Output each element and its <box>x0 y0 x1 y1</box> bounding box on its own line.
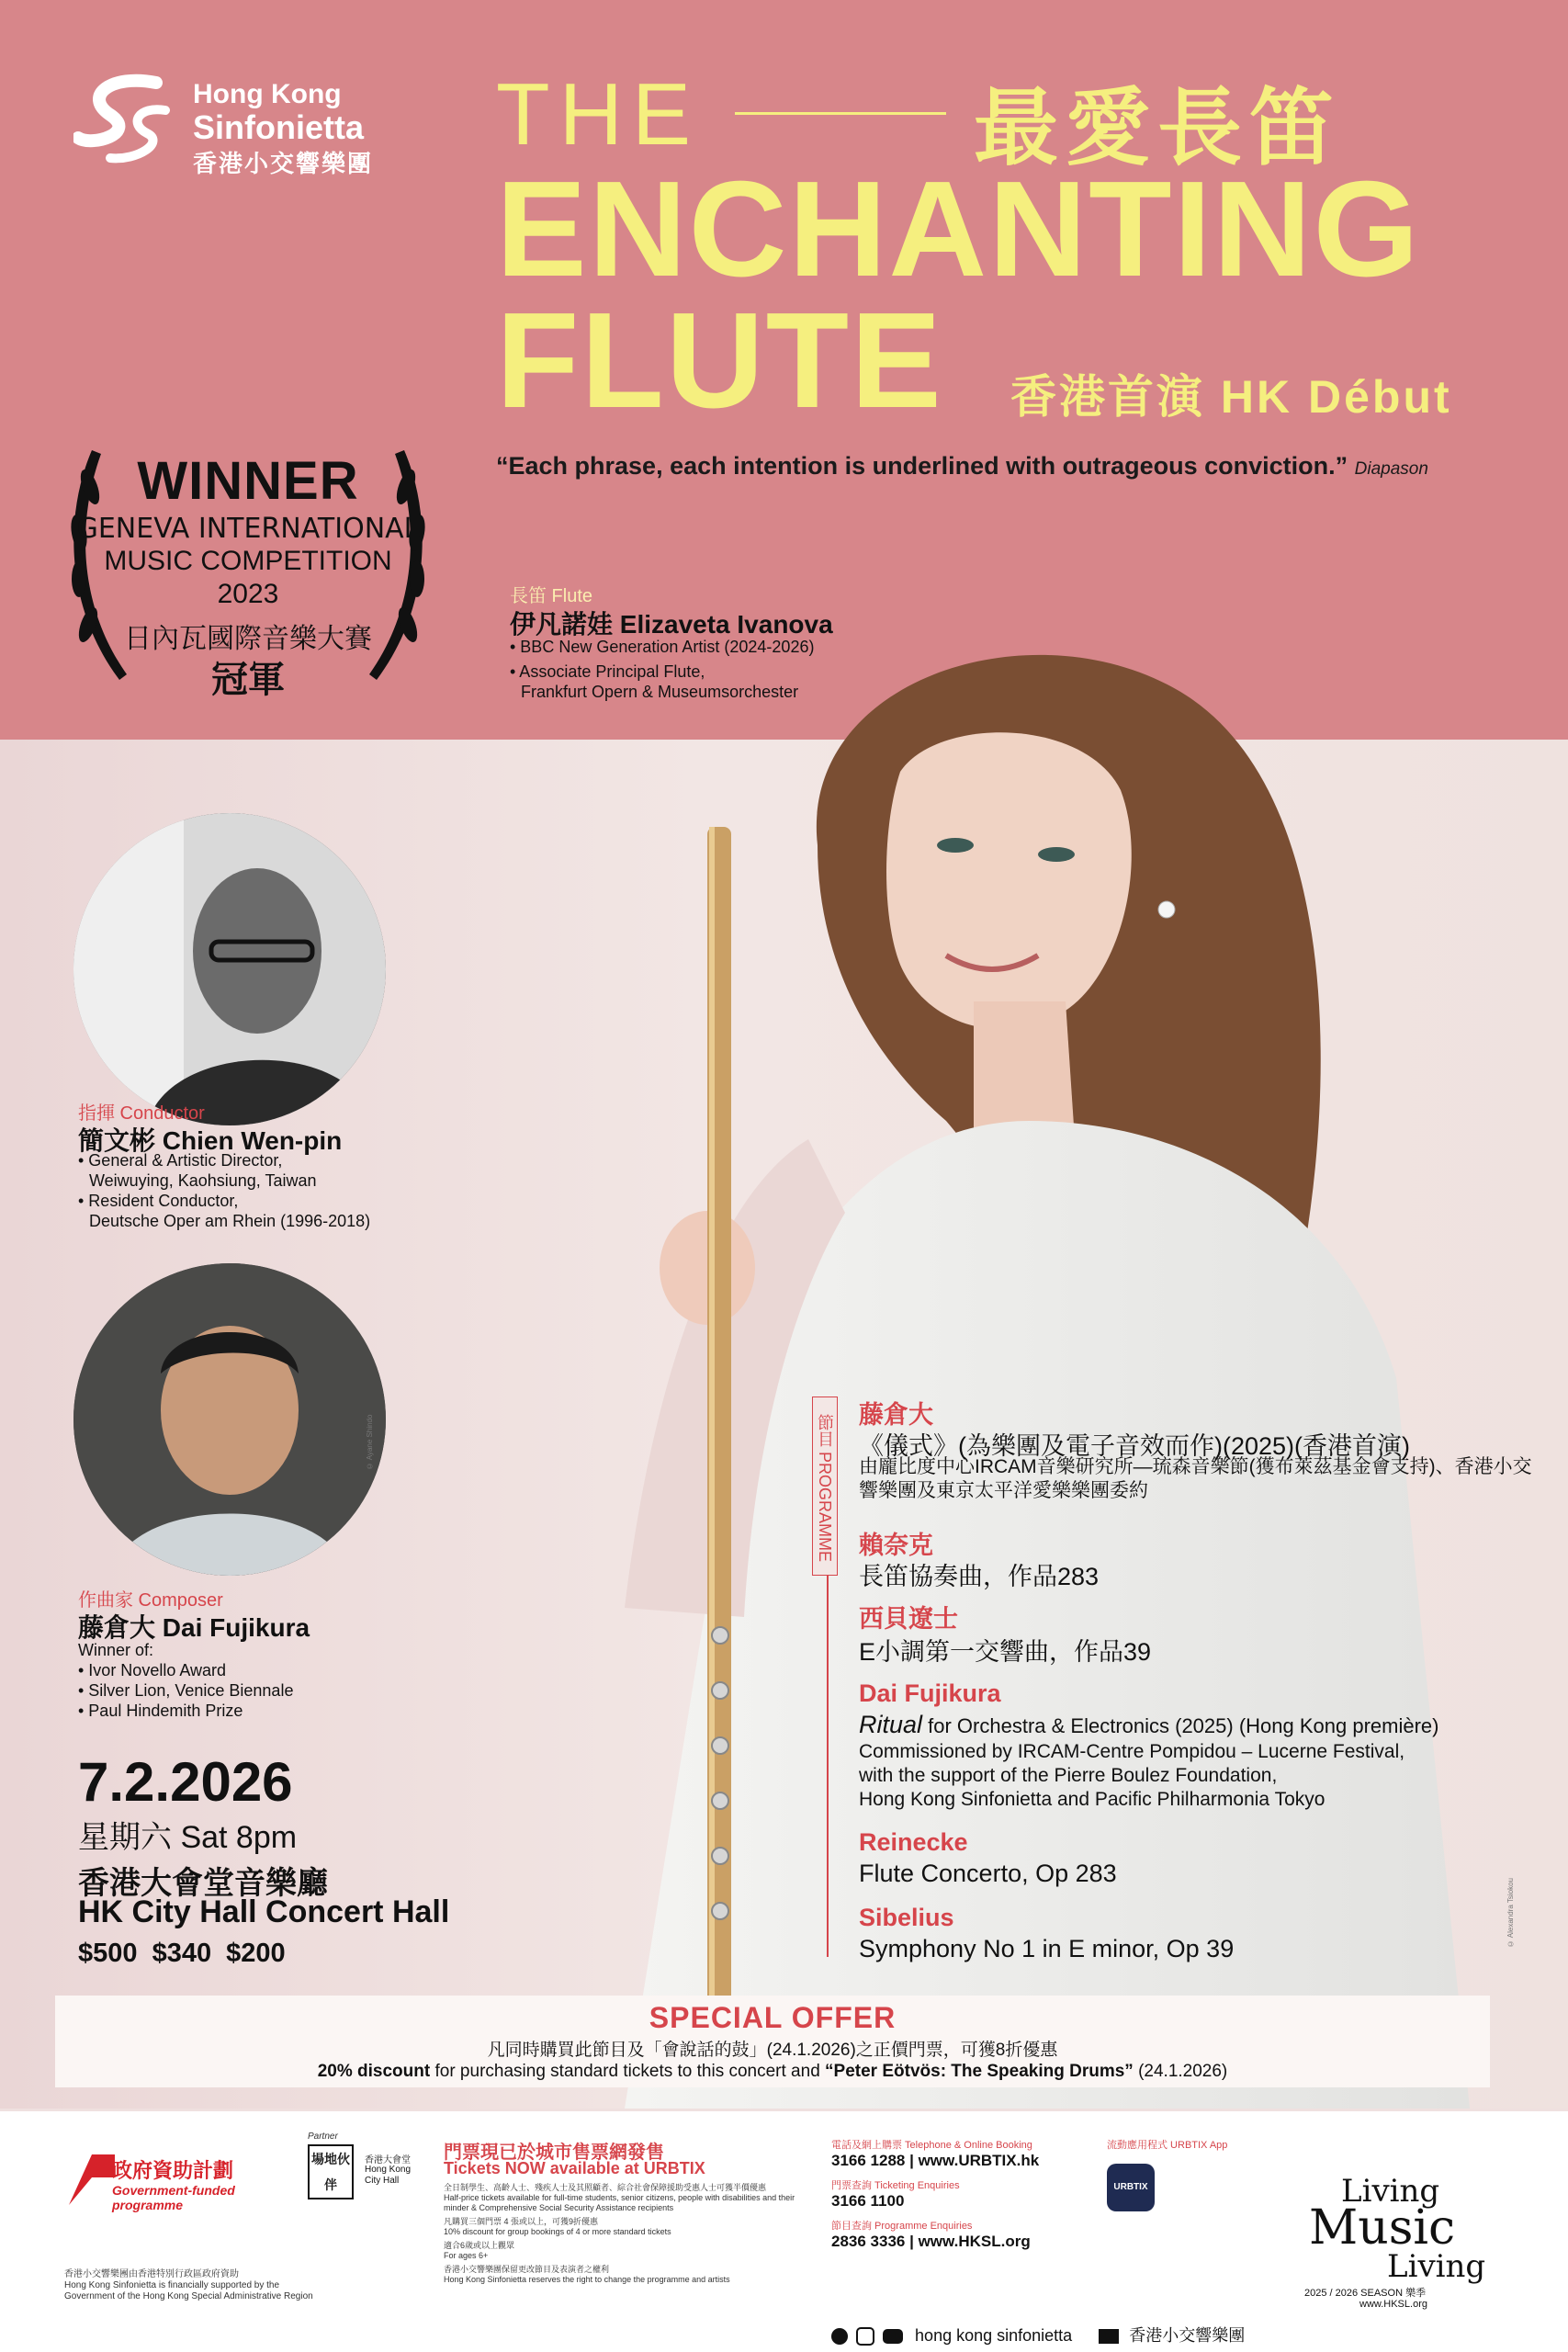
award-winner: WINNER <box>137 451 359 511</box>
event-venue-chinese: 香港大會堂音樂廳 <box>78 1866 328 1901</box>
offer-date: (24.1.2026) <box>1133 2062 1228 2081</box>
logo-text-chinese: 香港小交響樂團 <box>193 150 374 177</box>
programme-composer-3: 西貝遼士 <box>859 1605 958 1633</box>
lml-line3: Living <box>1387 2248 1486 2285</box>
programme-work-3: E小調第一交響曲，作品39 <box>859 1638 1152 1666</box>
conductor-role: 指揮 Conductor <box>78 1103 205 1124</box>
wechat-icon[interactable] <box>1099 2329 1119 2344</box>
partner-badge: 場地伙伴 <box>308 2144 354 2199</box>
government-funded-logo <box>64 2150 266 2223</box>
composer-bio-2: • Silver Lion, Venice Biennale <box>78 1681 294 1700</box>
award-line1: GENEVA INTERNATIONAL <box>76 513 420 545</box>
programme-composer-4: Dai Fujikura <box>859 1679 1001 1707</box>
lml-line1: Living <box>1341 2173 1440 2210</box>
programme-note-1: 由龐比度中心IRCAM音樂研究所—琉森音樂節(獲布萊茲基金會支持)、香港小交響樂團及東京太平洋愛樂樂團委約 <box>859 1456 1532 1501</box>
season-label: 2025 / 2026 SEASON 樂季 <box>1304 2288 1427 2299</box>
programme-note-4c: Hong Kong Sinfonietta and Pacific Philharmonia Tokyo <box>859 1789 1325 1810</box>
programme-work-1: 《儀式》(為樂團及電子音效而作)(2025)(香港首演) <box>859 1432 1411 1460</box>
tk-note-6: For ages 6+ <box>444 2251 489 2260</box>
programme-enquiries-label: 節目查詢 Programme Enquiries <box>831 2221 973 2232</box>
special-offer-panel <box>55 1996 1490 2087</box>
title-rule <box>735 112 946 115</box>
social-links <box>831 2323 1245 2346</box>
soloist-bullet-1: • BBC New Generation Artist (2024-2026) <box>510 638 815 656</box>
programme-composer-5: Reinecke <box>859 1828 968 1856</box>
hong-kong-sinfonietta-logo-icon <box>73 74 184 165</box>
event-date: 7.2.2026 <box>78 1751 293 1813</box>
ticketing-enquiries-label: 門票查詢 Ticketing Enquiries <box>831 2180 960 2191</box>
composer-bio-0: Winner of: <box>78 1641 154 1659</box>
conductor-bio-3: • Resident Conductor, <box>78 1192 239 1210</box>
offer-discount: 20% discount <box>317 2062 431 2081</box>
composer-portrait <box>73 1263 386 1576</box>
phone-booking-label: 電話及網上購票 Telephone & Online Booking <box>831 2140 1032 2151</box>
photo-credit-composer: © Ayane Shindo <box>366 1414 374 1470</box>
gov-note-2: Hong Kong Sinfonietta is financially supported by the <box>64 2280 280 2290</box>
award-line-chinese: 日內瓦國際音樂大賽 <box>124 624 372 654</box>
title-chinese: 最愛長笛 <box>974 82 1342 175</box>
logo-text-line2: Sinfonietta <box>193 108 364 146</box>
tk-note-2: Half-price tickets available for full-time students, senior citizens, people with disabilities and their minder & Comprehensive Social Security Assistance recipients <box>444 2193 795 2212</box>
special-offer-english <box>55 2062 1490 2082</box>
gov-funded-english: Government-funded programme <box>112 2183 235 2212</box>
programme-enquiries-value[interactable]: 2836 3336 | www.HKSL.org <box>831 2233 1031 2250</box>
urbtix-app-icon[interactable]: URBTIX <box>1107 2164 1155 2211</box>
conductor-bio <box>78 1150 427 1231</box>
programme-composer-1: 藤倉大 <box>859 1401 933 1429</box>
conductor-bio-1: • General & Artistic Director, <box>78 1151 283 1170</box>
programme-work-4-rest: for Orchestra & Electronics (2025) (Hong Kong première) <box>922 1714 1439 1737</box>
conductor-portrait <box>73 813 386 1125</box>
ticket-discount-notes <box>444 2183 820 2285</box>
tickets-heading-english: Tickets NOW available at URBTIX <box>444 2159 705 2177</box>
programme-composer-6: Sibelius <box>859 1904 954 1931</box>
tk-note-1: 全日制學生、高齡人士、殘疾人士及其照顧者、綜合社會保障援助受惠人士可獲半價優惠 <box>444 2183 767 2192</box>
award-badge <box>55 432 441 707</box>
photo-credit-soloist: © Alexandra Tsiokou <box>1506 1877 1515 1948</box>
hk-debut-label: 香港首演 HK Début <box>1010 371 1452 423</box>
soloist-name: 伊凡諾娃 Elizaveta Ivanova <box>510 610 833 639</box>
gov-note-1: 香港小交響樂團由香港特別行政區政府資助 <box>64 2269 239 2279</box>
conductor-name: 簡文彬 Chien Wen-pin <box>78 1126 343 1155</box>
special-offer-chinese: 凡同時購買此節目及「會說話的鼓」(24.1.2026)之正價門票，可獲8折優惠 <box>487 2041 1058 2060</box>
programme-note-4 <box>859 1740 1539 1812</box>
award-line2: MUSIC COMPETITION <box>104 546 392 576</box>
tickets-heading-chinese: 門票現已於城市售票網發售 <box>444 2143 664 2163</box>
programme-note-4b: with the support of the Pierre Boulez Foundation, <box>859 1765 1278 1786</box>
booking-contacts <box>831 2137 1089 2251</box>
programme-label: 節目 PROGRAMME <box>812 1396 838 1576</box>
venue-partner-logo <box>308 2132 446 2214</box>
living-music-living-logo <box>1304 2173 1516 2311</box>
tk-note-4: 10% discount for group bookings of 4 or more standard tickets <box>444 2227 671 2236</box>
composer-bio-1: • Ivor Novello Award <box>78 1661 227 1679</box>
partner-venue-english: Hong Kong City Hall <box>365 2165 412 2186</box>
tk-note-5: 適合6歲或以上觀眾 <box>444 2241 515 2250</box>
event-day-time: 星期六 Sat 8pm <box>78 1820 298 1855</box>
special-offer-title: SPECIAL OFFER <box>649 2001 897 2034</box>
composer-role: 作曲家 Composer <box>78 1590 223 1611</box>
partner-label: Partner <box>308 2132 338 2142</box>
title-the: THE <box>496 65 700 164</box>
press-quote-source: Diapason <box>1354 459 1428 479</box>
facebook-icon[interactable] <box>831 2328 848 2345</box>
programme-note-4a: Commissioned by IRCAM-Centre Pompidou – Lucerne Festival, <box>859 1741 1405 1762</box>
award-champion: 冠軍 <box>211 660 285 700</box>
press-quote-text: “Each phrase, each intention is underlined with outrageous conviction.” <box>496 452 1348 480</box>
programme-work-6: Symphony No 1 in E minor, Op 39 <box>859 1935 1235 1962</box>
programme-work-4 <box>859 1711 1438 1739</box>
tk-note-3: 凡購買三個門票 4 張或以上，可獲9折優惠 <box>444 2217 599 2226</box>
urbtix-app-label: 流動應用程式 URBTIX App <box>1107 2140 1228 2151</box>
soloist-role: 長笛 Flute <box>510 586 593 606</box>
youtube-icon[interactable] <box>883 2329 903 2344</box>
composer-bio-3: • Paul Hindemith Prize <box>78 1702 243 1720</box>
offer-concert-name: “Peter Eötvös: The Speaking Drums” <box>825 2062 1134 2081</box>
award-year: 2023 <box>217 579 279 609</box>
government-support-note <box>64 2269 321 2302</box>
soloist-bullet-2 <box>510 662 798 702</box>
title-flute: FLUTE <box>496 285 943 436</box>
press-quote <box>496 452 1428 481</box>
tk-note-7: 香港小交響樂團保留更改節目及表演者之權利 <box>444 2265 610 2274</box>
ticketing-enquiries-value[interactable]: 3166 1100 <box>831 2192 905 2210</box>
composer-name: 藤倉大 Dai Fujikura <box>78 1613 310 1642</box>
lml-line2: Music <box>1309 2200 1456 2256</box>
offer-mid-text: for purchasing standard tickets to this concert and <box>430 2062 826 2081</box>
programme-work-5: Flute Concerto, Op 283 <box>859 1860 1117 1887</box>
tk-note-8: Hong Kong Sinfonietta reserves the right to change the programme and artists <box>444 2275 730 2284</box>
conductor-bio-2: Weiwuying, Kaohsiung, Taiwan <box>89 1171 317 1190</box>
composer-bio <box>78 1640 427 1721</box>
partner-venue-chinese: 香港大會堂 <box>365 2155 411 2165</box>
instagram-icon[interactable] <box>856 2327 874 2346</box>
programme-work-2: 長笛協奏曲，作品283 <box>859 1563 1100 1590</box>
social-handle-chinese: 香港小交響樂團 <box>1129 2326 1246 2345</box>
government-funded-icon <box>64 2150 119 2214</box>
soloist-bullet-2a: • Associate Principal Flute, <box>510 662 705 681</box>
programme-work-4-title: Ritual <box>859 1711 923 1738</box>
programme-composer-2: 賴奈克 <box>859 1532 933 1559</box>
social-handle: hong kong sinfonietta <box>915 2326 1073 2345</box>
composer-portrait-image <box>73 1263 386 1576</box>
event-venue: HK City Hall Concert Hall <box>78 1894 450 1929</box>
title-enchanting: ENCHANTING <box>496 153 1421 305</box>
soloist-bullet-2b: Frankfurt Opern & Museumsorchester <box>521 683 799 701</box>
logo-text-line1: Hong Kong <box>193 79 342 109</box>
gov-funded-chinese: 政府資助計劃 <box>112 2159 234 2182</box>
ticket-prices: $500 $340 $200 <box>78 1939 286 1968</box>
conductor-bio-4: Deutsche Oper am Rhein (1996-2018) <box>89 1212 371 1230</box>
site-url[interactable]: www.HKSL.org <box>1359 2299 1427 2310</box>
phone-booking-value[interactable]: 3166 1288 | www.URBTIX.hk <box>831 2152 1040 2169</box>
conductor-portrait-image <box>73 813 386 1125</box>
gov-note-3: Government of the Hong Kong Special Administrative Region <box>64 2291 313 2301</box>
